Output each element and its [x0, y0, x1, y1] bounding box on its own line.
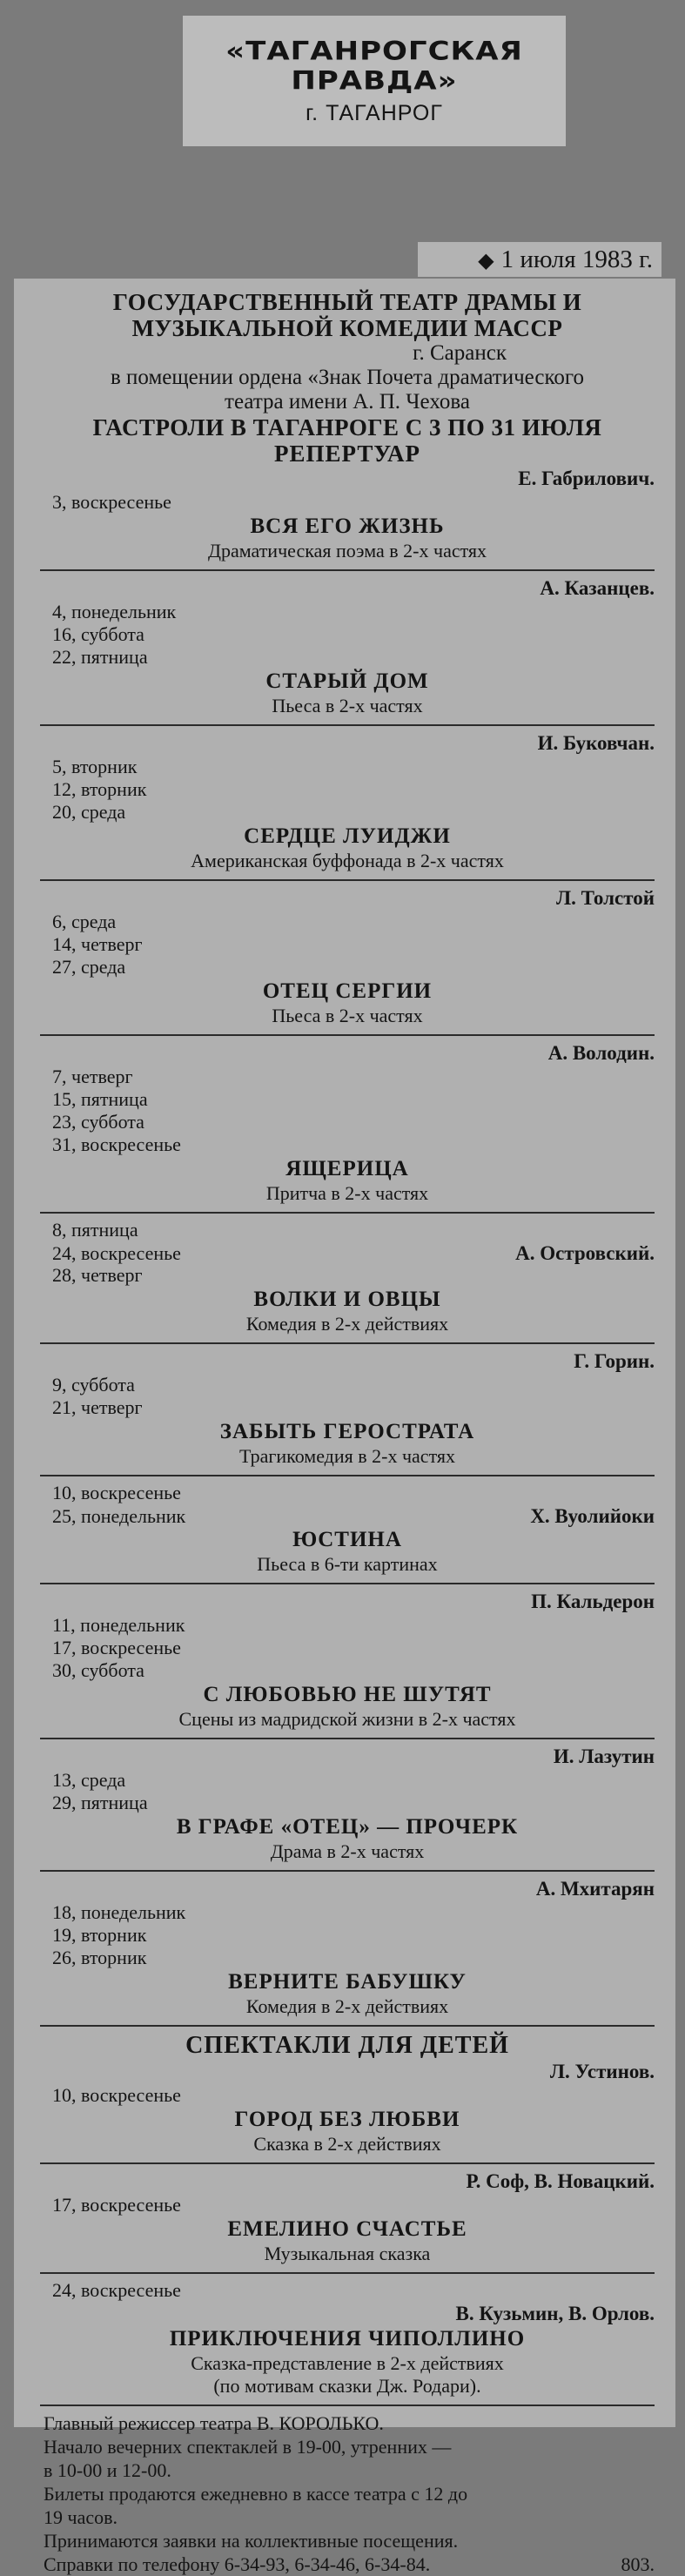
play-author: И. Лазутин — [553, 1745, 655, 1767]
play-dates — [40, 1614, 655, 1682]
children-play-entry — [40, 2169, 655, 2274]
tickets-line: Билеты продаются ежедневно в кассе театра с 12 до — [44, 2483, 468, 2505]
tickets-line-2: 19 часов. — [44, 2506, 118, 2528]
theatre-name-line2: МУЗЫКАЛЬНОЙ КОМЕДИИ МАССР — [131, 315, 563, 341]
divider — [40, 2025, 655, 2027]
play-genre: Драма в 2-х частях — [270, 1840, 425, 1862]
play-author: А. Мхитарян — [535, 1878, 655, 1900]
play-date: 29, пятница — [52, 1792, 148, 1813]
play-dates — [40, 1901, 655, 1969]
play-entry — [40, 731, 655, 881]
divider — [40, 569, 655, 571]
play-date: 28, четверг — [52, 1264, 143, 1286]
showtimes-line-2: в 10-00 и 12-00. — [44, 2459, 171, 2481]
play-genre: Пьеса в 6-ти картинах — [257, 1553, 438, 1575]
children-play-entry — [40, 2279, 655, 2406]
play-date: 27, среда — [52, 956, 126, 978]
play-dates — [40, 756, 655, 824]
play-title: ПРИКЛЮЧЕНИЯ ЧИПОЛЛИНО — [169, 2327, 526, 2351]
play-date: 24, воскресенье — [52, 2279, 181, 2301]
play-genre: Сказка в 2-х действиях — [253, 2133, 441, 2155]
children-heading: СПЕКТАКЛИ ДЛЯ ДЕТЕЙ — [185, 2032, 509, 2059]
play-date: 17, воскресенье — [52, 1637, 181, 1658]
play-date: 6, среда — [52, 911, 117, 932]
play-date: 16, суббота — [52, 623, 144, 645]
divider — [40, 2162, 655, 2164]
print-code: 803. — [621, 2553, 655, 2575]
play-date: 30, суббота — [52, 1659, 144, 1681]
play-dates — [40, 601, 655, 669]
play-date: 31, воскресенье — [52, 1133, 181, 1155]
divider — [40, 879, 655, 881]
announcement-clipping — [14, 279, 675, 2575]
tour-heading: ГАСТРОЛИ В ТАГАНРОГЕ С 3 ПО 31 ИЮЛЯ — [92, 414, 602, 441]
play-title: СЕРДЦЕ ЛУИДЖИ — [244, 824, 451, 848]
divider — [40, 2404, 655, 2406]
play-genre: Пьеса в 2-х частях — [272, 695, 423, 716]
divider — [40, 1034, 655, 1036]
play-date: 12, вторник — [52, 778, 147, 800]
play-date: 10, воскресенье — [52, 2084, 181, 2106]
divider — [40, 1870, 655, 1872]
play-author: В. Кузьмин, В. Орлов. — [455, 2303, 655, 2324]
play-title: ЗАБЫТЬ ГЕРОСТРАТА — [219, 1420, 475, 1443]
play-date: 9, суббота — [52, 1374, 135, 1396]
newspaper-masthead — [183, 16, 566, 146]
play-entry — [40, 576, 655, 726]
play-dates — [40, 1066, 655, 1156]
director-line: Главный режиссер театра В. КОРОЛЬКО. — [44, 2412, 384, 2434]
play-entry — [40, 1219, 655, 1344]
venue-line1: в помещении ордена «Знак Почета драматического — [111, 366, 584, 389]
play-date: 7, четверг — [52, 1066, 133, 1087]
play-date: 25, понедельник — [52, 1505, 186, 1527]
divider — [40, 2272, 655, 2274]
divider — [40, 1583, 655, 1584]
play-dates — [40, 1374, 655, 1419]
play-title: ВСЯ ЕГО ЖИЗНЬ — [250, 515, 445, 538]
play-genre: Американская буффонада в 2-х частях — [191, 850, 504, 871]
diamond-icon: ◆ — [478, 250, 494, 272]
play-genre: Пьеса в 2-х частях — [272, 1005, 423, 1026]
divider — [40, 1212, 655, 1214]
play-genre: Трагикомедия в 2-х частях — [238, 1445, 456, 1467]
footer-info — [40, 2411, 655, 2576]
play-date: 13, среда — [52, 1769, 126, 1791]
children-play-entry — [40, 2060, 655, 2164]
play-dates — [40, 2279, 655, 2302]
divider — [40, 1342, 655, 1344]
play-date: 15, пятница — [52, 1088, 148, 1110]
play-author: Л. Устинов. — [549, 2061, 655, 2082]
play-author: И. Буковчан. — [537, 732, 655, 754]
play-entry — [40, 886, 655, 1036]
play-entry — [40, 1877, 655, 2027]
play-genre: Сказка-представление в 2-х действиях — [191, 2352, 504, 2374]
play-genre: Притча в 2-х частях — [265, 1182, 429, 1204]
divider — [40, 724, 655, 726]
play-date: 3, воскресенье — [52, 491, 171, 513]
play-genre: Музыкальная сказка — [264, 2243, 431, 2264]
newspaper-name: «ТАГАНРОГСКАЯ ПРАВДА» — [225, 37, 523, 96]
play-dates — [40, 2084, 655, 2107]
play-title: ЯЩЕРИЦА — [285, 1157, 409, 1180]
dateline — [418, 242, 661, 277]
play-dates — [40, 2194, 655, 2216]
play-dates — [40, 1219, 655, 1287]
play-date: 20, среда — [52, 801, 126, 823]
play-title: ВОЛКИ И ОВЦЫ — [253, 1288, 441, 1311]
play-entry — [40, 1482, 655, 1584]
play-title: ГОРОД БЕЗ ЛЮБВИ — [234, 2108, 460, 2131]
play-note: (по мотивам сказки Дж. Родари). — [213, 2375, 481, 2397]
play-date: 14, четверг — [52, 933, 143, 955]
children-list — [40, 2060, 655, 2406]
play-genre: Комедия в 2-х действиях — [245, 1995, 449, 2017]
play-date: 11, понедельник — [52, 1614, 185, 1636]
divider — [40, 1475, 655, 1476]
venue-line2: театра имени А. П. Чехова — [225, 390, 470, 414]
play-title: ЮСТИНА — [292, 1528, 402, 1551]
play-genre: Сцены из мадридской жизни в 2-х частях — [178, 1708, 516, 1730]
play-title: ЕМЕЛИНО СЧАСТЬЕ — [227, 2217, 467, 2241]
play-author: П. Кальдерон — [531, 1591, 655, 1612]
play-author: Л. Толстой — [555, 887, 655, 909]
play-dates — [40, 1769, 655, 1814]
play-title: С ЛЮБОВЬЮ НЕ ШУТЯТ — [203, 1683, 492, 1706]
play-author: А. Володин. — [547, 1042, 655, 1064]
play-date: 19, вторник — [52, 1924, 147, 1946]
play-date: 18, понедельник — [52, 1901, 186, 1923]
play-date: 8, пятница — [52, 1219, 138, 1241]
play-author: Х. Вуолийоки — [530, 1505, 655, 1527]
play-dates — [40, 491, 655, 514]
phone-line: Справки по телефону 6-34-93, 6-34-46, 6-34-84. — [44, 2553, 431, 2575]
repertoire-heading: РЕПЕРТУАР — [274, 441, 420, 467]
showtimes-line: Начало вечерних спектаклей в 19-00, утренних — — [44, 2436, 452, 2458]
play-entry — [40, 1041, 655, 1214]
play-entry — [40, 1590, 655, 1739]
play-date: 23, суббота — [52, 1111, 144, 1133]
play-date: 10, воскресенье — [52, 1482, 181, 1503]
play-genre: Комедия в 2-х действиях — [245, 1313, 449, 1335]
play-dates — [40, 1482, 655, 1527]
play-title: ОТЕЦ СЕРГИИ — [262, 979, 433, 1003]
play-date: 22, пятница — [52, 646, 148, 668]
play-title: В ГРАФЕ «ОТЕЦ» — ПРОЧЕРК — [176, 1815, 519, 1839]
play-entry — [40, 1349, 655, 1476]
play-author: А. Островский. — [515, 1242, 655, 1264]
theatre-name-line1: ГОСУДАРСТВЕННЫЙ ТЕАТР ДРАМЫ И — [112, 289, 582, 315]
play-date: 21, четверг — [52, 1396, 143, 1418]
play-entry — [40, 1745, 655, 1872]
play-author: Г. Горин. — [574, 1350, 655, 1372]
publication-date: 1 июля 1983 г. — [500, 245, 653, 273]
play-genre: Драматическая поэма в 2-х частях — [207, 540, 487, 562]
play-date: 24, воскресенье — [52, 1242, 181, 1264]
play-date: 17, воскресенье — [52, 2194, 181, 2216]
play-author: Е. Габрилович. — [518, 467, 655, 489]
play-date: 4, понедельник — [52, 601, 177, 622]
play-title: ВЕРНИТЕ БАБУШКУ — [228, 1970, 467, 1994]
play-date: 5, вторник — [52, 756, 138, 777]
play-dates — [40, 911, 655, 979]
newspaper-city: г. ТАГАНРОГ — [306, 101, 443, 125]
play-date: 26, вторник — [52, 1947, 147, 1968]
play-title: СТАРЫЙ ДОМ — [265, 669, 429, 693]
theatre-city: г. Саранск — [413, 341, 507, 365]
play-entry — [40, 467, 655, 571]
play-author: А. Казанцев. — [540, 577, 655, 599]
divider — [40, 1738, 655, 1739]
play-author: Р. Соф, В. Новацкий. — [466, 2170, 655, 2192]
group-visits-line: Принимаются заявки на коллективные посещения. — [44, 2530, 459, 2552]
repertoire-list — [40, 467, 655, 2027]
